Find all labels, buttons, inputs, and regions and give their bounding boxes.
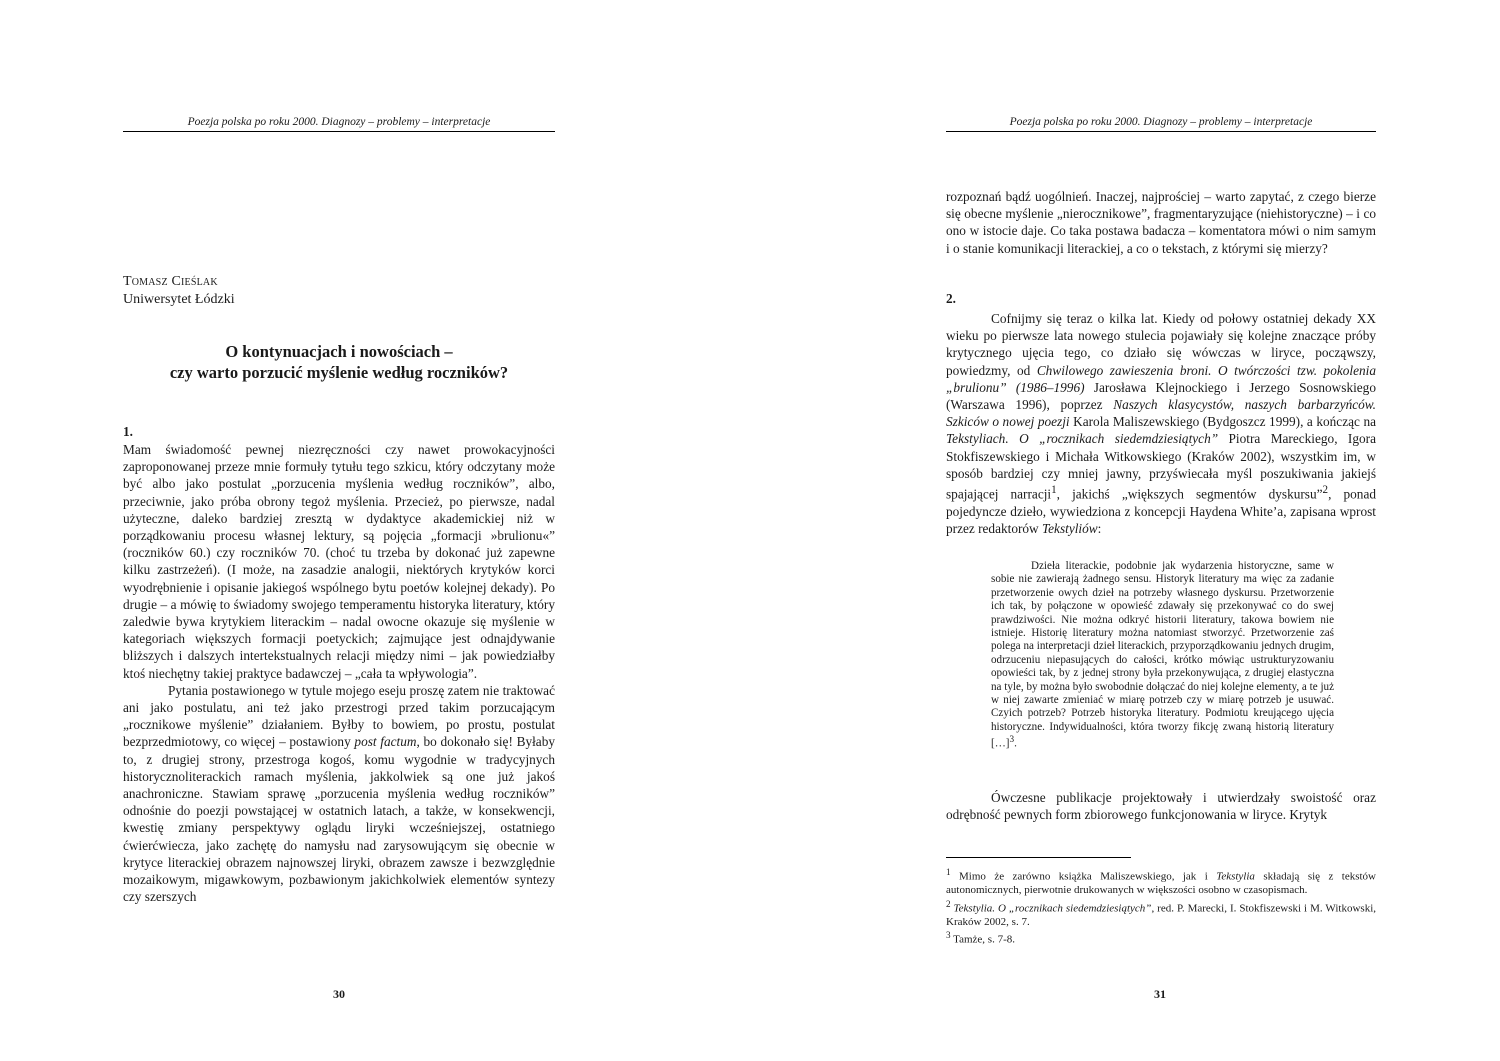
s2-text-2: Jarosława Klejnockiego i Jerzego Sosnowskiego (Warszawa 1996), poprzez [946, 379, 1376, 413]
footnote-2-italic: Tekstylia. O „rocznikach siedemdziesiątych” [950, 902, 1152, 915]
s2-italic-2: Naszych klasycystów, naszych barbarzyńców. Szkiców o nowej poezji [946, 397, 1376, 430]
paragraph-2-italic: post factum [354, 734, 417, 750]
paragraph-2-part-b: , bo dokonało się! Byłaby to, z drugiej strony, przestroga kogoś, komu wygodnie w tradycyjnych historycznoliterackich ramach myślenia, jakkolwiek są one już jakoś anachroniczne. Stawiam sprawę „porzucenia myślenia według roczników” odnośnie do poezji powstającej w ostatnich latach, a także, w konsekwencji, kwestię zmiany perspektywy oglądu liryki wcześniejszej, ostatniego ćwierćwiecza, jako zachętę do namysłu nad zarysowującym się obecnie w krytyce literackiej obrazem najnowszej liryki, obrazem zawsze i bezwzględnie mozaikowym, migawkowym, pozbawionym jakichkolwiek elementów syntezy czy szerszych [123, 734, 555, 905]
footnote-separator [946, 857, 1131, 858]
footnote-1-number: 1 [946, 867, 951, 877]
paragraph-after-quote-block [946, 789, 1376, 823]
footnote-1-italic: Tekstylia [1216, 870, 1255, 883]
page-number-right: 31 [1154, 987, 1166, 1001]
quote-text: Dzieła literackie, podobnie jak wydarzenia historyczne, same w sobie nie zawierają żadnego sensu. Historyk literatury ma więc za zadanie przetworzenie owych dzieł na potrzeby własnego dyskursu. Przetworzenie ich tak, by połączone w opowieść zdawały się przekonywać co do swej prawdziwości. Nie można odkryć historii literatury, takowa bowiem nie istnieje. Historię literatury można natomiast stworzyć. Przetworzenie zaś polega na interpretacji dzieł literackich, przyporządkowaniu jednych drugim, odrzuceniu niepasujących do całości, krótko mówiąc ustrukturyzowaniu opowieści tak, by z jednej strony była przekonywująca, z drugiej elastyczna na tyle, by można było swobodnie dołączać do niej kolejne elementy, a te już w niej zawarte zmieniać w miarę potrzeb czy w miarę potrzeb je usuwać. Czyich potrzeb? Potrzeb historyka literatury. Podmiotu kreującego ujęcia historyczne. Indywidualności, która tworzy fikcję zwaną historią literatury […] [991, 560, 1334, 750]
author-block [123, 273, 235, 309]
s2-italic-3: Tekstyliach. O „rocznikach siedemdziesiątych” [946, 431, 1219, 447]
footnote-3-number: 3 [946, 930, 951, 941]
left-body-text [123, 423, 555, 905]
title-line-2: czy warto porzucić myślenie według roczników? [169, 363, 509, 382]
paragraph-2 [123, 682, 555, 906]
section-2 [946, 290, 1376, 537]
author-name: Tomasz Cieślak [123, 274, 218, 289]
page-number-left: 30 [333, 987, 345, 1001]
section-2-number: 2. [946, 291, 956, 306]
s2-text-1: Cofnijmy się teraz o kilka lat. Kiedy od połowy ostatniej dekady XX wieku po pierwsze lata nowego stulecia pojawiały się kolejne znaczące próby krytycznego ujęcia tego, co działo się wówczas w liryce, począwszy, powiedzmy, od [946, 311, 1376, 378]
footnote-2 [946, 898, 1376, 930]
footnote-2-text: , red. P. Marecki, I. Stokfiszewski i M. Witkowski, Kraków 2002, s. 7. [946, 902, 1376, 928]
footnote-1 [946, 866, 1376, 898]
s2-italic-4: Tekstyliów [1041, 520, 1098, 536]
s2-text-5: , jakichś „większych segmentów dyskursu” [1056, 486, 1323, 502]
article-title [123, 341, 555, 383]
quote-end: . [1014, 737, 1017, 750]
s2-italic-1: Chwilowego zawieszenia broni. O twórczości tzw. pokolenia „brulionu” (1986–1996) [946, 362, 1376, 395]
footnote-3-text: Tamże, s. 7-8. [950, 933, 1015, 946]
running-head-right: Poezja polska po roku 2000. Diagnozy – problemy – interpretacje [946, 116, 1376, 132]
title-line-1: O kontynuacjach i nowościach – [225, 342, 453, 361]
footnote-ref-2[interactable]: 2 [1322, 484, 1329, 497]
paragraph-2-part-a: Pytania postawionego w tytule mojego eseju proszę zatem nie traktować ani jako postulatu, ani też jako przestrogi przed takim porzucającym „rocznikowe myślenie” działaniem. Byłby to bowiem, po prostu, postulat bezprzedmiotowy, co więcej – postawiony [123, 682, 555, 750]
paragraph-after-quote: Ówczesne publikacje projektowały i utwierdzały swoistość oraz odrębność pewnych form zbiorowego funkcjonowania w liryce. Krytyk [946, 790, 1376, 823]
footnote-ref-1[interactable]: 1 [1051, 484, 1057, 497]
running-head-left: Poezja polska po roku 2000. Diagnozy – problemy – interpretacje [123, 116, 555, 132]
section-1-number: 1. [123, 424, 133, 439]
footnote-1-text-a: Mimo że zarówno książka Maliszewskiego, jak i [950, 870, 1217, 883]
s2-text-3: Karola Maliszewskiego (Bydgoszcz 1999), a kończąc na [1069, 414, 1376, 430]
affiliation: Uniwersytet Łódzki [123, 292, 235, 307]
block-quote [991, 560, 1334, 751]
footnote-2-number: 2 [946, 898, 951, 909]
footnote-ref-3[interactable]: 3 [1009, 735, 1015, 746]
s2-text-4: Piotra Mareckiego, Igora Stokfiszewskiego i Michała Witkowskiego (Kraków 2002), wszystkim im, w sposób bardziej czy mniej jawny, przyświecała myśl poszukiwania jakiejś spajającej narracji [946, 431, 1376, 502]
paragraph-1: Mam świadomość pewnej niezręczności czy nawet prowokacyjności zaproponowanej przeze mnie formuły tytułu tego szkicu, który odczytany może być albo jako postulat „porzucenia myślenia według roczników”, albo, przeciwnie, jako próba obrony tegoż myślenia. Przecież, po pierwsze, nadal użyteczne, daleko bardziej zresztą w dydaktyce akademickiej niż w porządkowaniu procesu własnej lektury, są pojęcia „formacji »brulionu«” (roczników 60.) czy roczników 70. (choć tu trzeba by dokonać już zapewne kilku zastrzeżeń). (I może, na zasadzie analogii, niektórych krytyków korci wyodrębnienie i opisanie jakiegoś wspólnego bytu poetów kolejnej dekady). Po drugie – a mówię to świadomy swojego temperamentu historyka literatury, który zaledwie bywa krytykiem literackim – nadal owocne okazuje się myślenie w kategoriach większych formacji poetyckich; zajmujące jest odnajdywanie bliższych i dalszych intertekstualnych relacji między nimi – jak powiedziałby ktoś niechętny takiej praktyce badawczej – „cała ta wpływologia”. [123, 442, 555, 681]
paragraph-continued: rozpoznań bądź uogólnień. Inaczej, najprościej – warto zapytać, z czego bierze się obecne myślenie „nierocznikowe”, fragmentaryzujące (niehistoryczne) – i co ono w istocie daje. Co taka postawa badacza – komentatora mówi o nim samym i o stanie komunikacji literackiej, a co o tekstach, z którymi się mierzy? [946, 189, 1376, 256]
s2-text-7: : [1097, 520, 1102, 536]
section-2-paragraph [946, 310, 1376, 537]
footnotes [946, 866, 1376, 947]
right-page [750, 0, 1500, 1061]
right-continuation-text [946, 188, 1376, 257]
s2-text-6: , ponad pojedyncze dzieło, wywiedziona z koncepcji Haydena White’a, zapisana wprost przez redaktorów [946, 486, 1376, 536]
footnote-1-text-b: składają się z tekstów autonomicznych, pierwotnie drukowanych w większości osobno w czasopismach. [946, 870, 1376, 897]
footnote-3 [946, 929, 1376, 947]
